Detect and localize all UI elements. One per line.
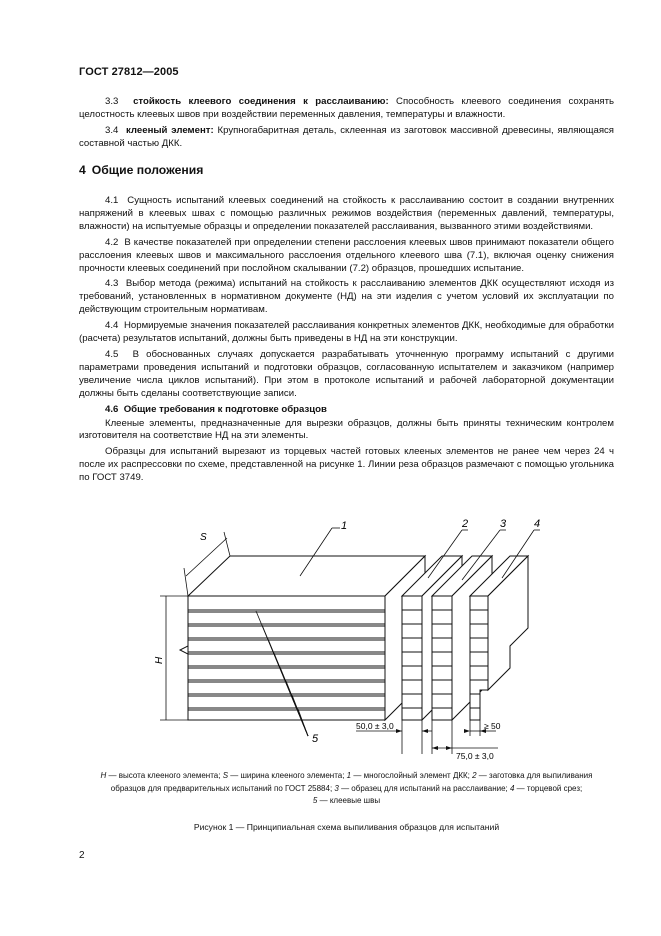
legend-line-2 [79, 783, 614, 796]
legend-text: образцов для предварительных испытаний по ГОСТ 25884; [110, 783, 335, 793]
definitions-block [79, 96, 614, 151]
legend-sym: H [100, 771, 107, 780]
para-number: 4.4 [105, 320, 119, 332]
legend-text: — ширина клееного элемента; [228, 771, 347, 780]
subsection-heading [79, 404, 614, 417]
figure-caption: Рисунок 1 — Принципиальная схема выпиливания образцов для испытаний [193, 822, 500, 832]
legend-sym: 2 [472, 771, 477, 780]
paragraph-3-4 [79, 125, 614, 151]
legend-line-1 [79, 770, 614, 783]
paragraph-3-3 [79, 96, 614, 122]
figure-1-diagram [150, 518, 550, 763]
subsection-number: 4.6 [105, 403, 119, 415]
page-number: 2 [79, 850, 85, 861]
figure-legend [79, 770, 614, 808]
legend-text: — заготовка для выпиливания [476, 771, 593, 780]
label-5: 5 [312, 733, 319, 745]
paragraph-4-3 [79, 278, 614, 317]
document-header: ГОСТ 27812—2005 [79, 66, 179, 78]
para-number: 3.4 [105, 124, 119, 136]
para-text: В обоснованных случаях допускается разрабатывать уточненную программу испытаний с другими параметрами проведения испытаний и подготовки образцов, согласованную испытателем и заказчиком (например увеличение числа циклов испытаний). При этом в протоколе испытаний и рабочей лабораторной документации должны быть сделаны соответствующие записи. [79, 348, 614, 399]
break-line [180, 596, 188, 720]
term: клееный элемент: [126, 124, 214, 136]
section-heading [79, 163, 203, 177]
para-number: 4.5 [105, 348, 119, 360]
section-body [79, 195, 614, 485]
para-number: 4.1 [105, 195, 119, 206]
section-title: Общие положения [91, 163, 204, 177]
dimension-arrows [396, 729, 486, 750]
dimension-min-50: ≥ 50 [484, 721, 501, 731]
subsection-title: Общие требования к подготовке образцов [123, 403, 327, 415]
legend-sym: 5 [312, 796, 318, 805]
para-text: Сущность испытаний клеевых соединений на стойкость к расслаиванию состоит в создании внутренних напряжений в клеевых швах с помощью различных режимов воздействия (переменных давлений, температуры, влажности) на испытуемые образцы и определении показателей расслаивания, вызванного этими воздействиями. [79, 195, 614, 232]
legend-text: — многослойный элемент ДКК; [351, 771, 473, 780]
legend-sym: 3 [334, 783, 339, 793]
paragraph-4-5 [79, 349, 614, 401]
main-block-front [188, 596, 385, 720]
legend-text: — клеевые швы [317, 796, 381, 805]
legend-sym: 4 [509, 783, 515, 793]
legend-line-3 [79, 795, 614, 808]
para-text: Крупногабаритная деталь, склеенная из заготовок массивной древесины, являющаяся составной частью ДКК. [79, 124, 615, 149]
label-s: S [200, 532, 207, 543]
paragraph-4-6-a: Клееные элементы, предназначенные для вырезки образцов, должны быть приняты техническим контролем изготовителя на соответствие НД на эти элементы. [79, 417, 614, 442]
legend-text: — образец для испытаний на расслаивание; [338, 783, 510, 793]
paragraph-4-4 [79, 320, 614, 346]
legend-sym: 1 [346, 771, 352, 780]
paragraph-4-6-b: Образцы для испытаний вырезают из торцевых частей готовых клееных элементов не ранее чем через 24 ч после их распрессовки по схеме, представленной на рисунке 1. Линии реза образцов размечают с помощью угольника по ГОСТ 3749. [79, 446, 614, 484]
main-block-top [188, 556, 425, 596]
dimension-50: 50,0 ± 3,0 [356, 721, 394, 731]
term: стойкость клеевого соединения к расслаиванию: [133, 96, 389, 107]
dimension-75: 75,0 ± 3,0 [456, 751, 494, 761]
paragraph-4-2 [79, 237, 614, 276]
para-text: Нормируемые значения показателей расслаивания конкретных элементов ДКК, необходимые для обработки (расчета) результатов испытаний, должны быть приведены в НД на эти конструкции. [79, 320, 614, 345]
para-number: 3.3 [105, 96, 119, 107]
para-number: 4.2 [105, 236, 119, 248]
legend-text: — торцевой срез; [514, 783, 583, 793]
legend-sym: S [222, 771, 229, 780]
label-1: 1 [341, 520, 348, 532]
legend-text: — высота клееного элемента; [106, 771, 223, 780]
para-text: Способность клеевого соединения сохранять целостность клеевых швов при воздействии переменных давления, температуры и влажности. [79, 96, 614, 120]
para-number: 4.3 [105, 278, 119, 290]
label-h: H [154, 656, 165, 664]
label-3: 3 [500, 518, 507, 530]
para-text: Выбор метода (режима) испытаний на стойкость к расслаиванию элементов ДКК осуществляют исходя из требований, установленных в нормативном документе (НД) на эти изделия с учетом условий их эксплуатации по действующим строительным нормативам. [79, 278, 614, 316]
label-2: 2 [462, 518, 469, 530]
para-text: В качестве показателей при определении степени расслоения клеевых швов принимают показатели общего расслоения клеевых швов и максимального расслоения отдельного клеевого шва (7.1), включая оценку снижения прочности клеевых соединений при послойном скалывании (7.2) образцов, прошедших испытание. [79, 236, 614, 274]
paragraph-4-1 [79, 195, 614, 234]
label-4: 4 [534, 518, 541, 530]
section-number: 4 [79, 163, 86, 177]
